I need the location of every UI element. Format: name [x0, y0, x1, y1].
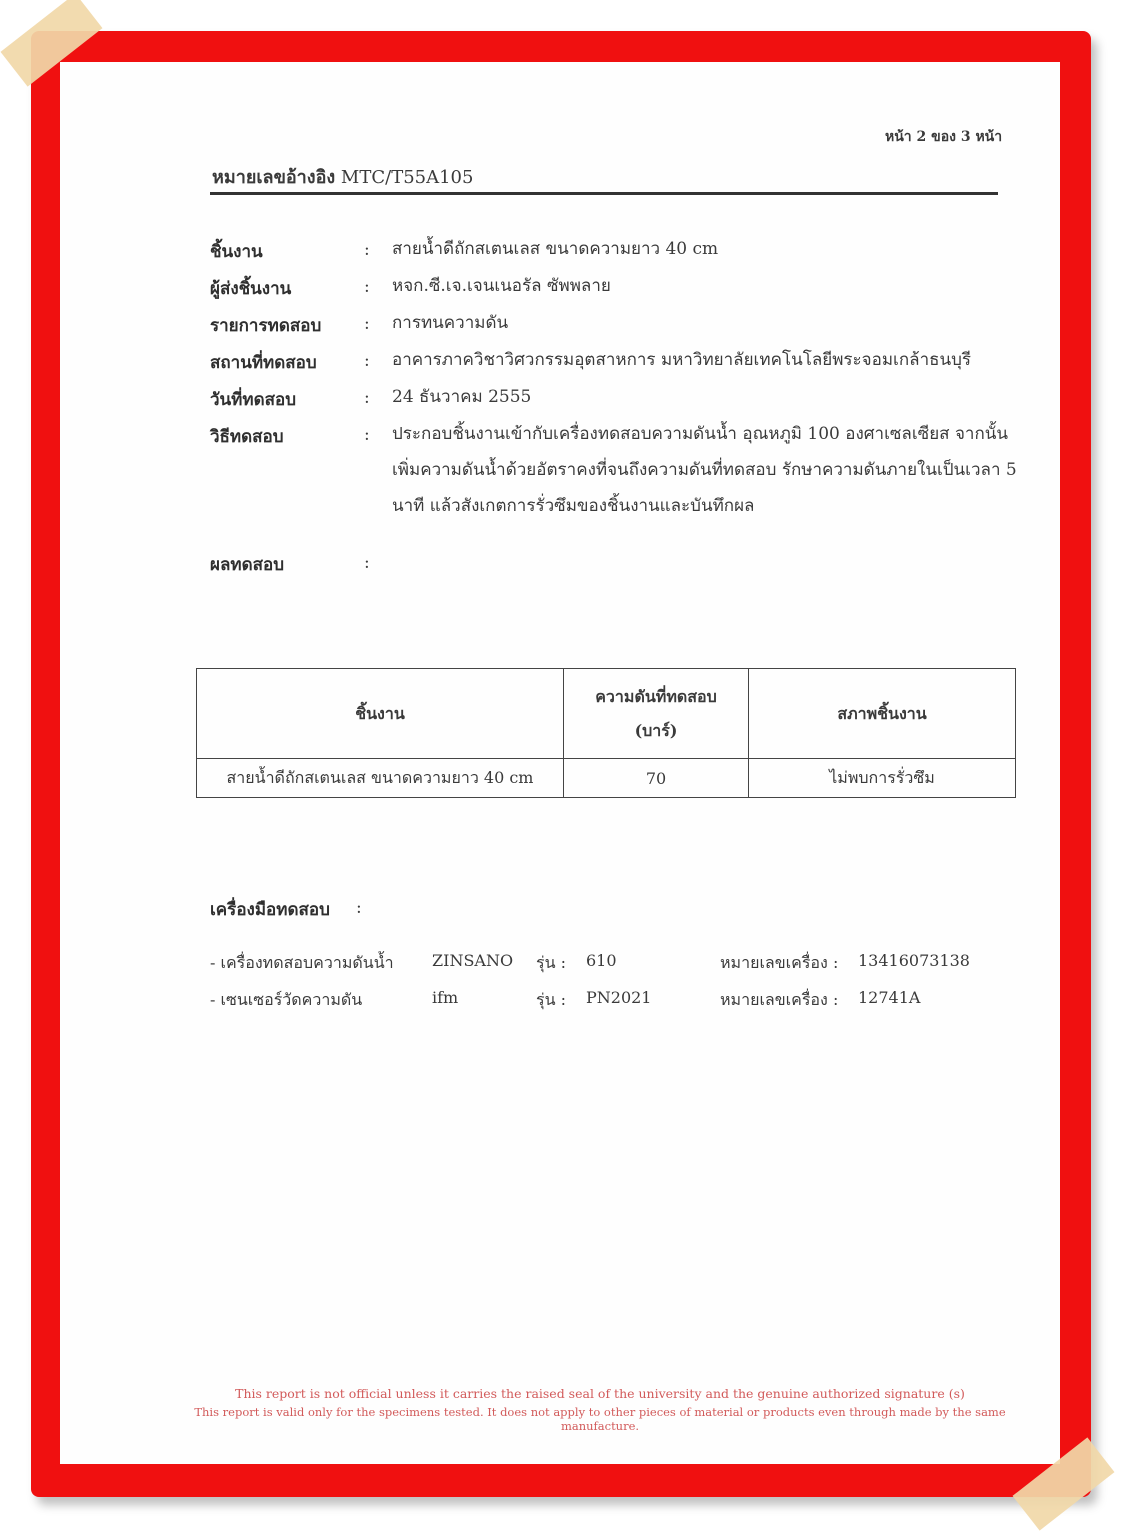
field-colon: : [364, 314, 370, 334]
footer-disclaimer-line-2: This report is valid only for the specimens tested. It does not apply to other pieces of material or products even through made by the same manufacture. [194, 1405, 1006, 1433]
header-divider [210, 192, 998, 195]
table-header-row [197, 669, 1016, 759]
field-label-location: สถานที่ทดสอบ [210, 353, 317, 373]
field-label-method: วิธีทดสอบ [210, 427, 284, 447]
field-value-sender: หจก.ซี.เจ.เจนเนอรัล ซัพพลาย [392, 276, 611, 296]
method-line: ประกอบชิ้นงานเข้ากับเครื่องทดสอบความดันน้ำ อุณหภูมิ 100 องศาเซลเซียส จากนั้น [392, 424, 1008, 444]
table-row [197, 759, 1016, 798]
equipment-brand: ifm [432, 988, 459, 1007]
field-colon: : [364, 277, 370, 297]
equipment-brand: ZINSANO [432, 951, 514, 970]
equipment-label: เครื่องมือทดสอบ [210, 900, 330, 920]
equipment-serial: 13416073138 [858, 951, 970, 970]
cell-pressure: 70 [564, 759, 749, 798]
footer-disclaimer-line-1: This report is not official unless it carries the raised seal of the university and the genuine authorized signature (s) [235, 1386, 965, 1401]
equipment-model-label: รุ่น : [536, 990, 567, 1009]
result-label: ผลทดสอบ [210, 555, 285, 575]
field-colon: : [364, 388, 370, 408]
equipment-model-label: รุ่น : [536, 953, 567, 972]
field-label-specimen: ชิ้นงาน [210, 242, 263, 262]
cell-specimen: สายน้ำดีถักสเตนเลส ขนาดความยาว 40 cm [197, 759, 564, 798]
reference-value: MTC/T55A105 [340, 167, 474, 188]
equipment-name: - เซนเซอร์วัดความดัน [210, 990, 363, 1009]
reference-line [212, 162, 473, 191]
field-value-specimen: สายน้ำดีถักสเตนเลส ขนาดความยาว 40 cm [392, 239, 719, 259]
field-value-test-item: การทนความดัน [392, 313, 509, 333]
method-line: เพิ่มความดันน้ำด้วยอัตราคงที่จนถึงความดันที่ทดสอบ รักษาความดันภายในเป็นเวลา 5 [392, 460, 1017, 480]
equipment-serial-label: หมายเลขเครื่อง : [720, 990, 839, 1009]
header-pressure-unit: (บาร์) [634, 720, 678, 740]
field-label-test-date: วันที่ทดสอบ [210, 390, 296, 410]
equipment-name: - เครื่องทดสอบความดันน้ำ [210, 953, 394, 972]
field-colon: : [364, 351, 370, 371]
results-table [196, 668, 1016, 798]
method-line: นาที แล้วสังเกตการรั่วซึมของชิ้นงานและบันทึกผล [392, 496, 755, 516]
page-number: หน้า 2 ของ 3 หน้า [885, 129, 1003, 145]
field-value-location: อาคารภาควิชาวิศวกรรมอุตสาหการ มหาวิทยาลัยเทคโนโลยีพระจอมเกล้าธนบุรี [392, 350, 972, 370]
reference-label: หมายเลขอ้างอิง [212, 167, 336, 188]
cell-condition: ไม่พบการรั่วซึม [749, 759, 1016, 798]
field-colon: : [364, 553, 370, 573]
header-specimen: ชิ้นงาน [197, 669, 564, 759]
header-pressure-label: ความดันที่ทดสอบ [595, 686, 717, 706]
field-label-sender: ผู้ส่งชิ้นงาน [210, 279, 292, 299]
field-colon: : [364, 425, 370, 445]
equipment-model: PN2021 [586, 988, 652, 1007]
equipment-serial: 12741A [858, 988, 921, 1007]
field-colon: : [356, 898, 362, 918]
equipment-serial-label: หมายเลขเครื่อง : [720, 953, 839, 972]
equipment-model: 610 [586, 951, 617, 970]
field-label-test-item: รายการทดสอบ [210, 316, 322, 336]
header-pressure [564, 669, 749, 759]
header-condition: สภาพชิ้นงาน [749, 669, 1016, 759]
field-value-test-date: 24 ธันวาคม 2555 [392, 387, 532, 407]
field-colon: : [364, 240, 370, 260]
